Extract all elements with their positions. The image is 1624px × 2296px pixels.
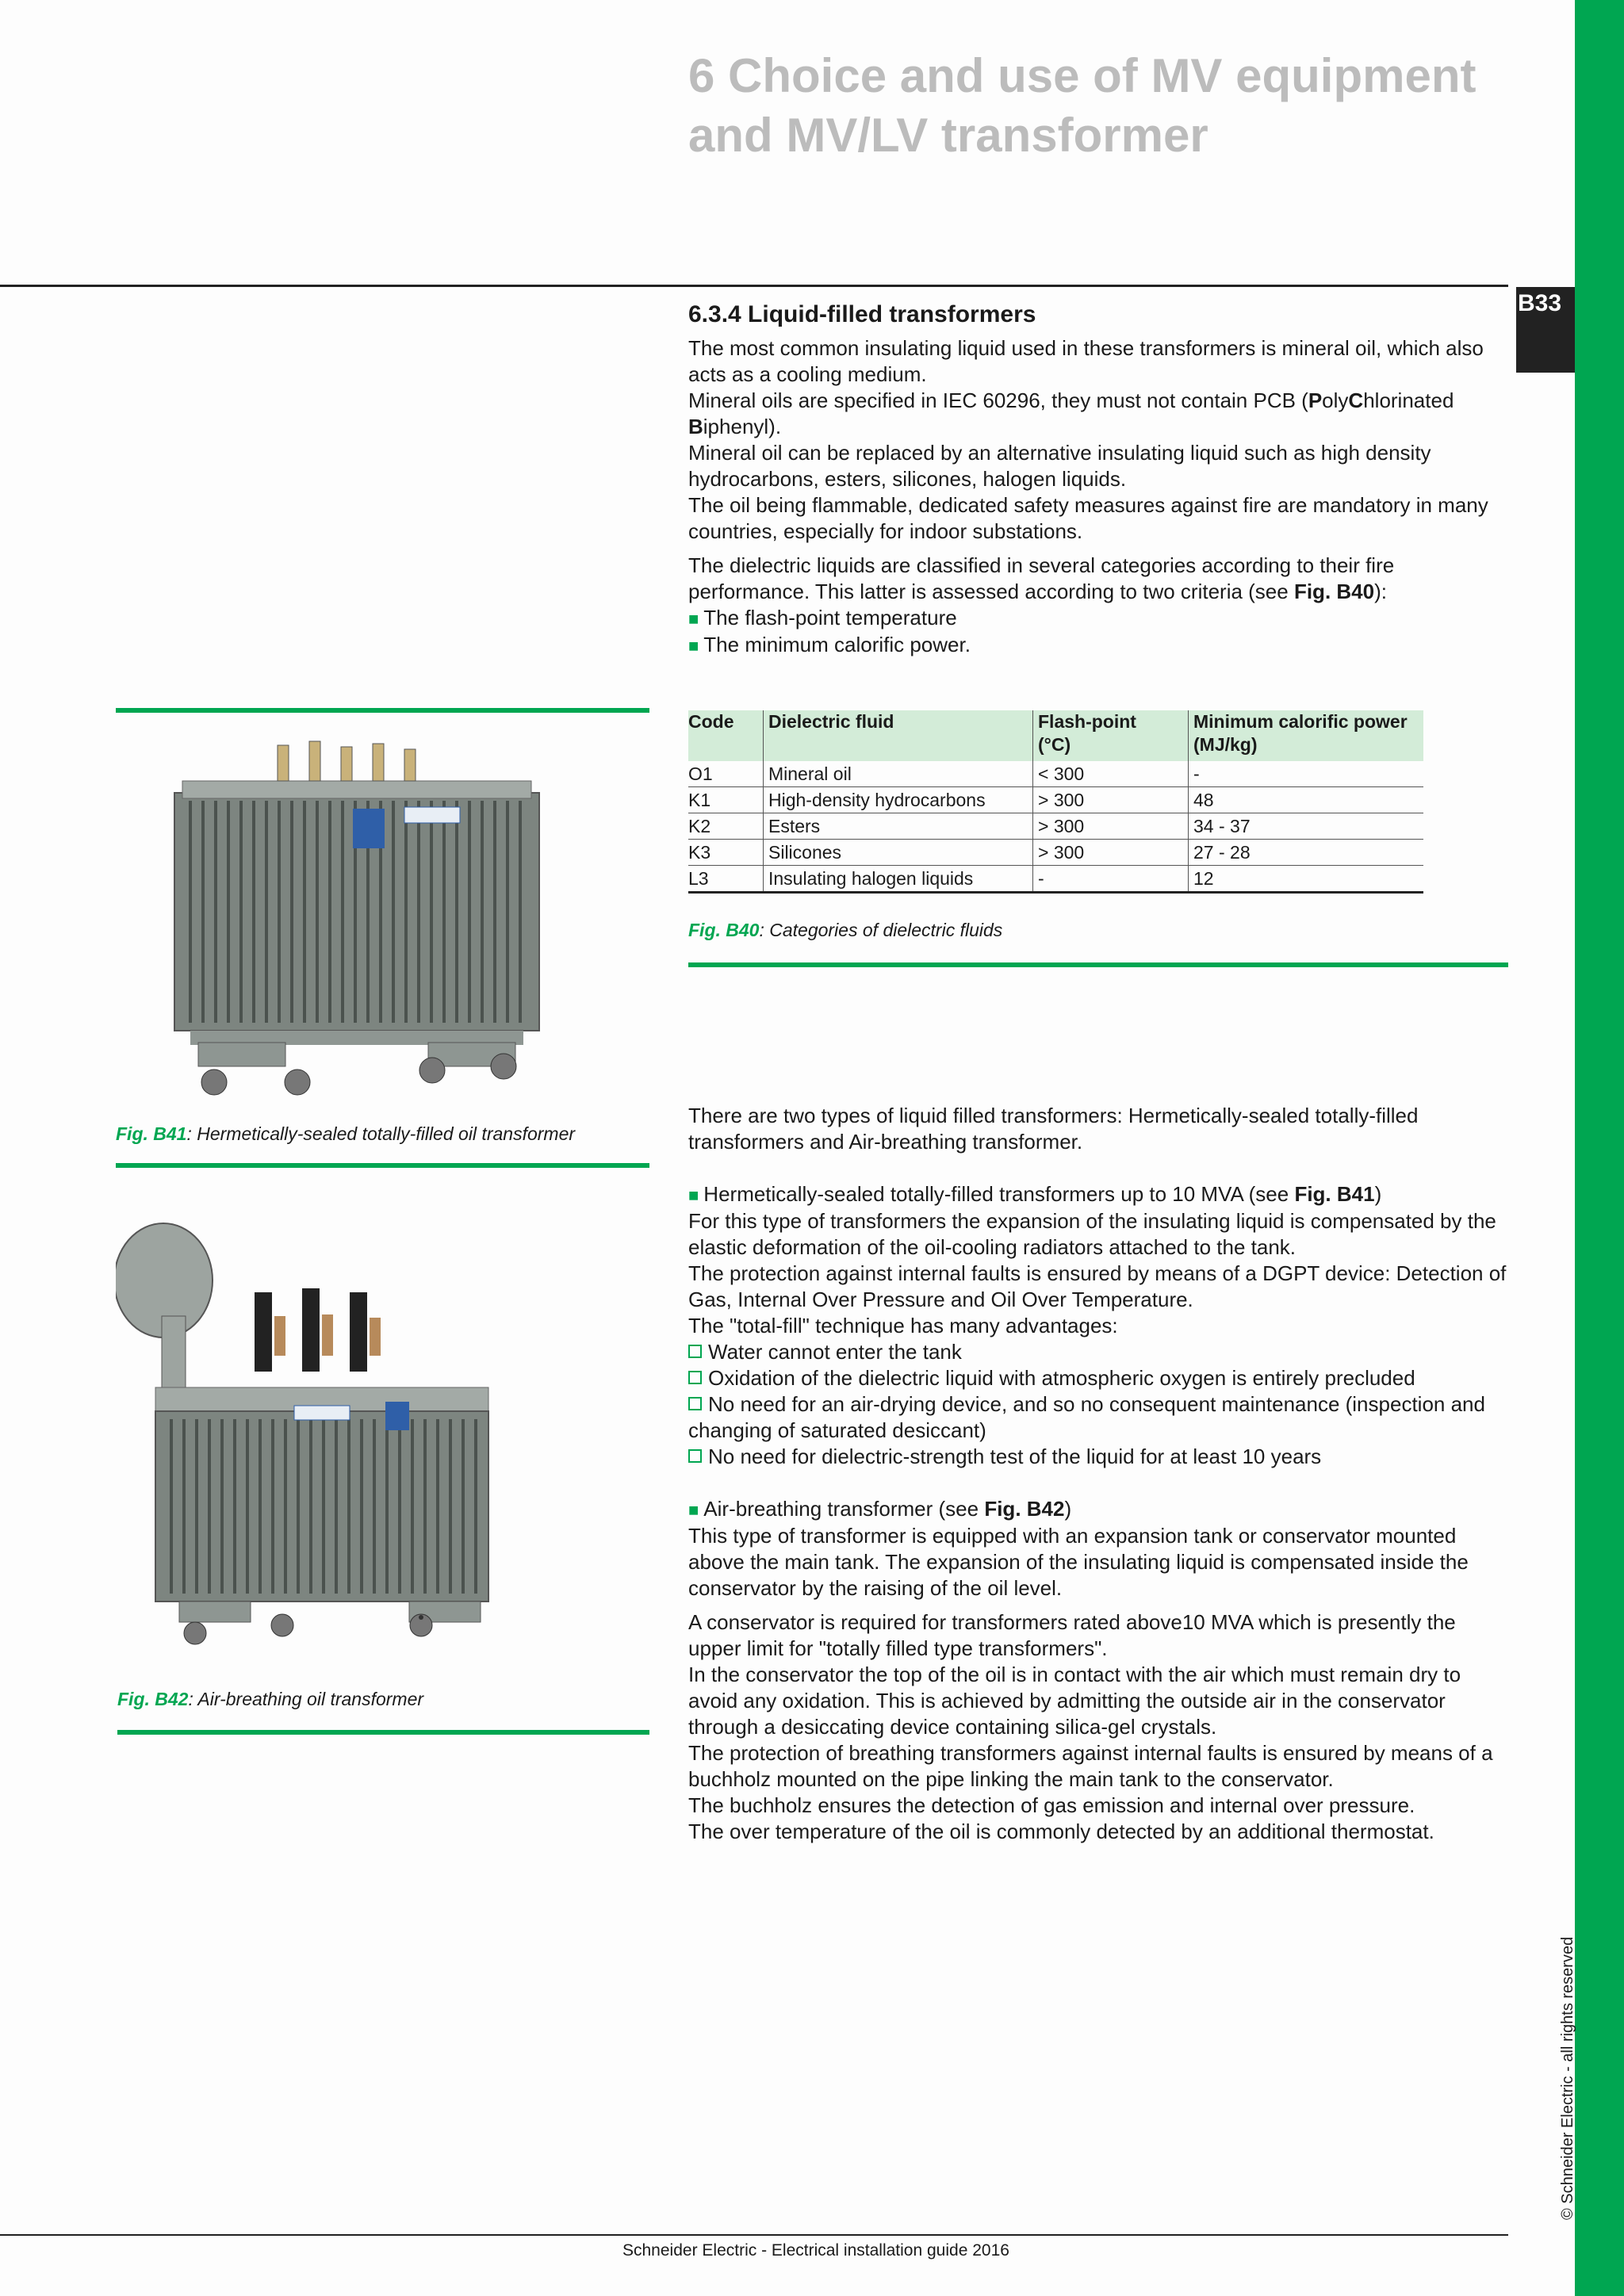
table-cell: 48 [1189,787,1424,813]
copyright-notice: © Schneider Electric - all rights reserved [1559,1936,1576,2220]
figure-b42-image [116,1221,528,1649]
hermetic-transformer-illustration [159,737,555,1110]
intro-paragraph-2: Mineral oils are specified in IEC 60296, they must not contain PCB (PolyChlorinated Biphenyl). [688,388,1454,438]
advantage-item: Oxidation of the dielectric liquid with atmospheric oxygen is entirely precluded [688,1365,1509,1391]
table-cell: 27 - 28 [1189,840,1424,866]
table-cell: K3 [688,840,764,866]
side-accent-bar [1575,0,1624,2296]
hollow-square-bullet-icon [688,1449,702,1463]
hermetic-heading: ■ Hermetically-sealed totally-filled transformers up to 10 MVA (see Fig. B41) [688,1182,1382,1206]
bullet-square-icon: ■ [688,1185,699,1205]
hollow-square-bullet-icon [688,1345,702,1358]
hermetic-text: The "total-fill" technique has many advantages: [688,1314,1118,1337]
table-header-cell: Code [688,710,764,761]
chapter-title-line1: 6 Choice and use of MV equipment [688,49,1477,102]
table-cell: - [1189,761,1424,787]
hermetic-text: For this type of transformers the expansion of the insulating liquid is compensated by the elastic deformation of the oil-cooling radiators attached to the tank. [688,1209,1496,1259]
air-breathing-text: The over temperature of the oil is commonly detected by an additional thermostat. [688,1820,1434,1843]
intro-paragraph-1: The most common insulating liquid used in these transformers is mineral oil, which also acts as a cooling medium. [688,336,1484,386]
section-title: 6.3.4 Liquid-filled transformers [688,301,1036,327]
page-number-tab: B33 [1516,287,1575,373]
air-breathing-text: In the conservator the top of the oil is in contact with the air which must remain dry to avoid any oxidation. This is achieved by admitting the outside air in the conservator through a desiccating device containing silica-gel crystals. [688,1663,1461,1739]
intro-paragraph-4: The oil being flammable, dedicated safety measures against fire are mandatory in many countries, especially for indoor substations. [688,493,1488,543]
advantage-item: No need for an air-drying device, and so no consequent maintenance (inspection and changing of saturated desiccant) [688,1392,1485,1442]
air-breathing-heading: ■ Air-breathing transformer (see Fig. B42) [688,1497,1072,1521]
table-cell: < 300 [1033,761,1189,787]
bullet-square-icon: ■ [688,1500,699,1520]
air-breathing-text: The buchholz ensures the detection of gas emission and internal over pressure. [688,1793,1415,1817]
transformer-types-section [688,1103,1509,1845]
table-cell: > 300 [1033,787,1189,813]
section-intro [688,301,1509,659]
table-header-row [688,710,1423,761]
table-cell: 34 - 37 [1189,813,1424,840]
dielectric-fluids-table [688,710,1423,894]
table-header-cell: Dielectric fluid [764,710,1033,761]
hollow-square-bullet-icon [688,1371,702,1384]
table-row [688,840,1423,866]
table-cell: - [1033,866,1189,893]
air-breathing-text: This type of transformer is equipped with an expansion tank or conservator mounted above the main tank. The expansion of the insulating liquid is compensated inside the conservator by the raising of the oil level. [688,1524,1469,1600]
table-header-cell: Minimum calorific power (MJ/kg) [1189,710,1424,761]
hermetic-text: The protection against internal faults is ensured by means of a DGPT device: Detection of Gas, Internal Over Pressure and Oil Over Temperature. [688,1261,1507,1311]
table-cell: Mineral oil [764,761,1033,787]
footer-divider [0,2234,1508,2236]
figure-b41-top-rule [116,708,649,713]
table-cell: Esters [764,813,1033,840]
air-breathing-text: The protection of breathing transformers against internal faults is ensured by means of a buchholz mounted on the pipe linking the main tank to the conservator. [688,1741,1493,1791]
table-cell: > 300 [1033,840,1189,866]
advantage-item: No need for dielectric-strength test of the liquid for at least 10 years [688,1444,1509,1470]
chapter-title [688,46,1576,165]
types-intro: There are two types of liquid filled transformers: Hermetically-sealed totally-filled transformers and Air-breathing transformer. [688,1104,1419,1154]
table-row [688,813,1423,840]
intro-paragraph-5: The dielectric liquids are classified in several categories according to their fire performance. This latter is assessed according to two criteria (see Fig. B40): [688,553,1395,603]
table-cell: High-density hydrocarbons [764,787,1033,813]
page-footer [0,2241,1624,2260]
table-row [688,761,1423,787]
criteria-bullet: ■ The minimum calorific power. [688,633,971,656]
table-row [688,866,1423,893]
table-cell: L3 [688,866,764,893]
criteria-bullet: ■ The flash-point temperature [688,606,957,629]
figure-b42-caption: Fig. B42: Air-breathing oil transformer [117,1689,424,1709]
figure-b41-bottom-rule [116,1163,649,1168]
table-cell: > 300 [1033,813,1189,840]
footer-text: Schneider Electric - Electrical installation guide 2016 [622,2241,1009,2260]
figure-b41-caption: Fig. B41: Hermetically-sealed totally-filled oil transformer [116,1123,576,1144]
hollow-square-bullet-icon [688,1397,702,1410]
air-breathing-transformer-illustration [116,1221,528,1649]
figure-b41-image [159,737,555,1110]
table-header-cell: Flash-point (°C) [1033,710,1189,761]
advantage-item: Water cannot enter the tank [688,1339,1509,1365]
bullet-square-icon: ■ [688,636,699,656]
table-cell: O1 [688,761,764,787]
table-row [688,787,1423,813]
table-cell: 12 [1189,866,1424,893]
figure-b40-caption: Fig. B40: Categories of dielectric fluids [688,920,1003,940]
table-cell: K2 [688,813,764,840]
intro-paragraph-3: Mineral oil can be replaced by an alternative insulating liquid such as high density hydrocarbons, esters, silicones, halogen liquids. [688,441,1431,491]
chapter-title-line2: and MV/LV transformer [688,109,1208,162]
table-cell: Insulating halogen liquids [764,866,1033,893]
table-cell: K1 [688,787,764,813]
figure-b42-bottom-rule [117,1730,649,1735]
bullet-square-icon: ■ [688,609,699,629]
table-cell: Silicones [764,840,1033,866]
header-divider [0,285,1508,287]
air-breathing-text: A conservator is required for transformers rated above10 MVA which is presently the upper limit for "totally filled type transformers". [688,1610,1456,1660]
figure-b40-bottom-rule [688,962,1508,967]
